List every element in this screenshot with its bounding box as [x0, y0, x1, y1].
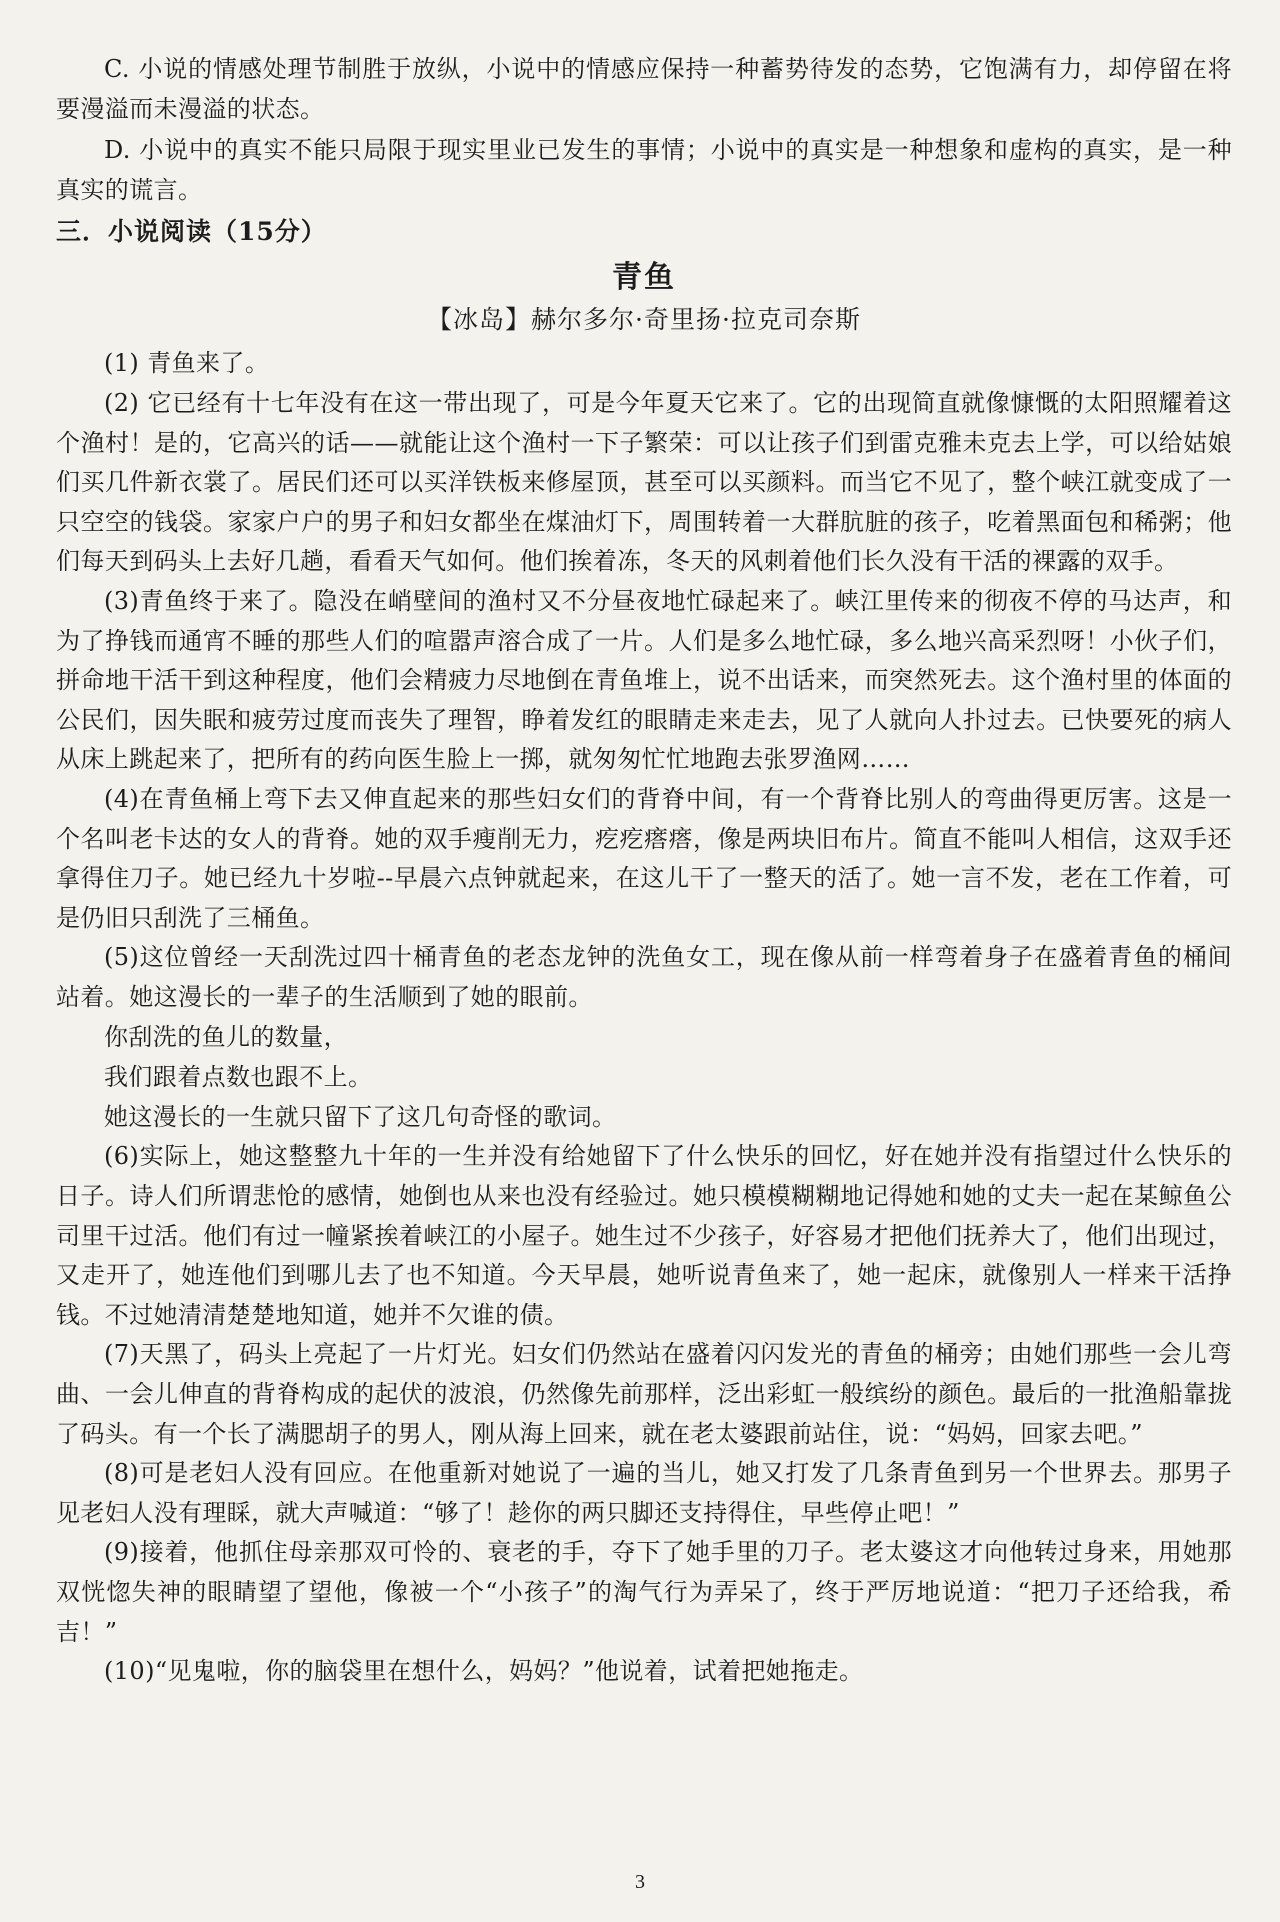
- section-heading: 三．小说阅读（15分）: [56, 217, 327, 247]
- story-paragraph-5: (5)这位曾经一天刮洗过四十桶青鱼的老态龙钟的洗鱼女工，现在像从前一样弯着身子在盛着青鱼的桶间站着。她这漫长的一辈子的生活顺到了她的眼前。: [56, 943, 1232, 1011]
- page-number: 3: [635, 1871, 645, 1893]
- story-title: 青鱼: [612, 260, 676, 296]
- verse-line-2: 我们跟着点数也跟不上。: [104, 1063, 373, 1092]
- story-paragraph-4: (4)在青鱼桶上弯下去又伸直起来的那些妇女们的背脊中间，有一个背脊比别人的弯曲得更厉害。这是一个名叫老卡达的女人的背脊。她的双手瘦削无力，疙疙瘩瘩，像是两块旧布片。简直不能叫人相信，这双手还拿得住刀子。她已经九十岁啦--早晨六点钟就起来，在这儿干了一整天的活了。她一言不发，老在工作着，可是仍旧只刮洗了三桶鱼。: [56, 784, 1232, 932]
- story-paragraph-10: (10)“见鬼啦，你的脑袋里在想什么，妈妈？”他说着，试着把她拖走。: [104, 1657, 864, 1686]
- story-paragraph-7: (7)天黑了，码头上亮起了一片灯光。妇女们仍然站在盛着闪闪发光的青鱼的桶旁；由她们那些一会儿弯曲、一会儿伸直的背脊构成的起伏的波浪，仍然像先前那样，泛出彩虹一般缤纷的颜色。最后的一批渔船靠拢了码头。有一个长了满腮胡子的男人，刚从海上回来，就在老太婆跟前站住，说：“妈妈，回家去吧。”: [56, 1340, 1232, 1448]
- verse-line-1: 你刮洗的鱼儿的数量，: [104, 1023, 348, 1052]
- story-paragraph-9: (9)接着，他抓住母亲那双可怜的、衰老的手，夺下了她手里的刀子。老太婆这才向他转过身来，用她那双恍惚失神的眼睛望了望他，像被一个“小孩子”的淘气行为弄呆了，终于严厉地说道：“把刀子还给我，希吉！”: [56, 1538, 1232, 1646]
- story-author: 【冰岛】赫尔多尔·奇里扬·拉克司奈斯: [427, 305, 861, 335]
- story-paragraph-8: (8)可是老妇人没有回应。在他重新对她说了一遍的当儿，她又打发了几条青鱼到另一个世界去。那男子见老妇人没有理睬，就大声喊道：“够了！趁你的两只脚还支持得住，早些停止吧！”: [56, 1459, 1232, 1527]
- story-paragraph-3: (3)青鱼终于来了。隐没在峭壁间的渔村又不分昼夜地忙碌起来了。峡江里传来的彻夜不停的马达声，和为了挣钱而通宵不睡的那些人们的喧嚣声溶合成了一片。人们是多么地忙碌，多么地兴高采烈呀！小伙子们，拼命地干活干到这种程度，他们会精疲力尽地倒在青鱼堆上，说不出话来，而突然死去。这个渔村里的体面的公民们，因失眠和疲劳过度而丧失了理智，睁着发红的眼睛走来走去，见了人就向人扑过去。已快要死的病人从床上跳起来了，把所有的药向医生脸上一掷，就匆匆忙忙地跑去张罗渔网……: [56, 586, 1232, 774]
- story-paragraph-1: (1) 青鱼来了。: [104, 349, 270, 378]
- option-d: D. 小说中的真实不能只局限于现实里业已发生的事情；小说中的真实是一种想象和虚构的真实，是一种真实的谎言。: [56, 136, 1232, 204]
- story-paragraph-6: (6)实际上，她这整整九十年的一生并没有给她留下了什么快乐的回忆，好在她并没有指望过什么快乐的日子。诗人们所谓悲怆的感情，她倒也从来也没有经验过。她只模模糊糊地记得她和她的丈夫一起在某鲸鱼公司里干过活。他们有过一幢紧挨着峡江的小屋子。她生过不少孩子，好容易才把他们抚养大了，他们出现过，又走开了，她连他们到哪儿去了也不知道。今天早晨，她听说青鱼来了，她一起床，就像别人一样来干活挣钱。不过她清清楚楚地知道，她并不欠谁的债。: [56, 1142, 1232, 1329]
- story-paragraph-2: (2) 它已经有十七年没有在这一带出现了，可是今年夏天它来了。它的出现简直就像慷慨的太阳照耀着这个渔村！是的，它高兴的话——就能让这个渔村一下子繁荣：可以让孩子们到雷克雅未克去上学，可以给姑娘们买几件新衣裳了。居民们还可以买洋铁板来修屋顶，甚至可以买颜料。而当它不见了，整个峡江就变成了一只空空的钱袋。家家户户的男子和妇女都坐在煤油灯下，周围转着一大群肮脏的孩子，吃着黑面包和稀粥；他们每天到码头上去好几趟，看看天气如何。他们挨着冻，冬天的风刺着他们长久没有干活的裸露的双手。: [56, 388, 1232, 576]
- option-c: C. 小说的情感处理节制胜于放纵，小说中的情感应保持一种蓄势待发的态势，它饱满有力，却停留在将要漫溢而未漫溢的状态。: [56, 55, 1232, 123]
- verse-line-3: 她这漫长的一生就只留下了这几句奇怪的歌词。: [104, 1103, 617, 1132]
